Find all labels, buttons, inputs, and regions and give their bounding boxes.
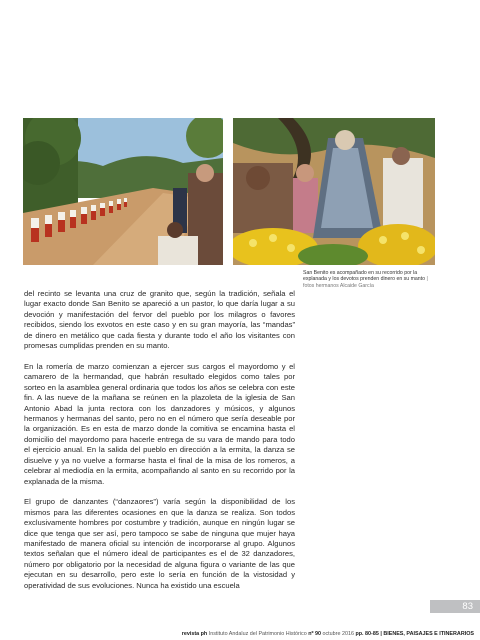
footer-publisher: Instituto Andaluz del Patrimonio Histórico <box>208 631 307 637</box>
caption-text: San Benito es acompañado en su recorrido por la explanada y los devotos prenden dinero en su manto <box>303 270 425 283</box>
body-paragraph: En la romería de marzo comienzan a ejercer sus cargos el mayordomo y el camarero de la hermandad, que habrán resultado elegidos como tales por sorteo en la asamblea general ordinaria que todos los años se celebra con este fin. A las nueve de la mañana se reúnen en la plazoleta de la iglesia de San Antonio Abad la junta rectora con los danzadores y músicos, y algunos hermanos y hermanas del santo, pero no en el número que sería deseable por la organización. Es en esta de marzo donde la comitiva se encamina hasta el domicilio del mayordomo para hacerle entrega de su vara de mando para todo el ejercicio anual. En la salida del pueblo en dirección a la ermita, la danza se disuelve y ya no vuelve a formarse hasta el final de la misa de los romeros, a celebrar al mediodía en la ermita, acompañando al santo en su recorrido por la explanada de la misma. <box>24 361 295 486</box>
body-paragraph: El grupo de danzantes (“danzaores”) varía según la disponibilidad de los mismos para las diferentes ocasiones en que la danza se realiza. Son todos exclusivamente hombres por costumbre y tradición, aunque en ningún lugar se dice que tenga que ser así, pero tampoco se sabe de ninguna que mujer haya manifestado de manera oficial su intención de incorporarse al grupo. Algunos textos señalan que el número ideal de participantes es el de 32 danzadores, número por obligatorio por la necesidad de alguna figura o variante de las que ejecutan en su desarrollo, pero este lo sería en función de la vistosidad y operatividad de sus evoluciones. Nunca ha existido una escuela <box>24 497 295 590</box>
page-number-bar <box>430 600 480 613</box>
caption-credit: | fotos hermanos Alcaide García <box>303 276 428 289</box>
footer-pages: pp. 80-85 <box>355 631 379 637</box>
article-body <box>24 289 295 591</box>
footer-section: | BIENES, PAISAJES E ITINERARIOS <box>380 631 474 637</box>
photo-caption <box>303 270 439 289</box>
saint-statue-photo <box>233 118 435 265</box>
page-footer <box>182 631 474 637</box>
body-paragraph: del recinto se levanta una cruz de granito que, según la tradición, señala el lugar exacto donde San Benito se apareció a un pastor, lo que daría lugar a su devoción y manifestación del fervor del pueblo por los milagros o favores recibidos, siendo los exvotos en este caso y en su gran mayoría, las “mandas” de dinero en metálico que cada fiesta y durante todo el año los visitantes con promesas cumplidas prenden en su manto. <box>24 289 295 351</box>
footer-date: octubre 2016 <box>322 631 354 637</box>
footer-issue: nº 90 <box>308 631 321 637</box>
procession-photo <box>23 118 223 265</box>
footer-journal: revista ph <box>181 631 208 637</box>
page-number: 83 <box>462 601 473 612</box>
